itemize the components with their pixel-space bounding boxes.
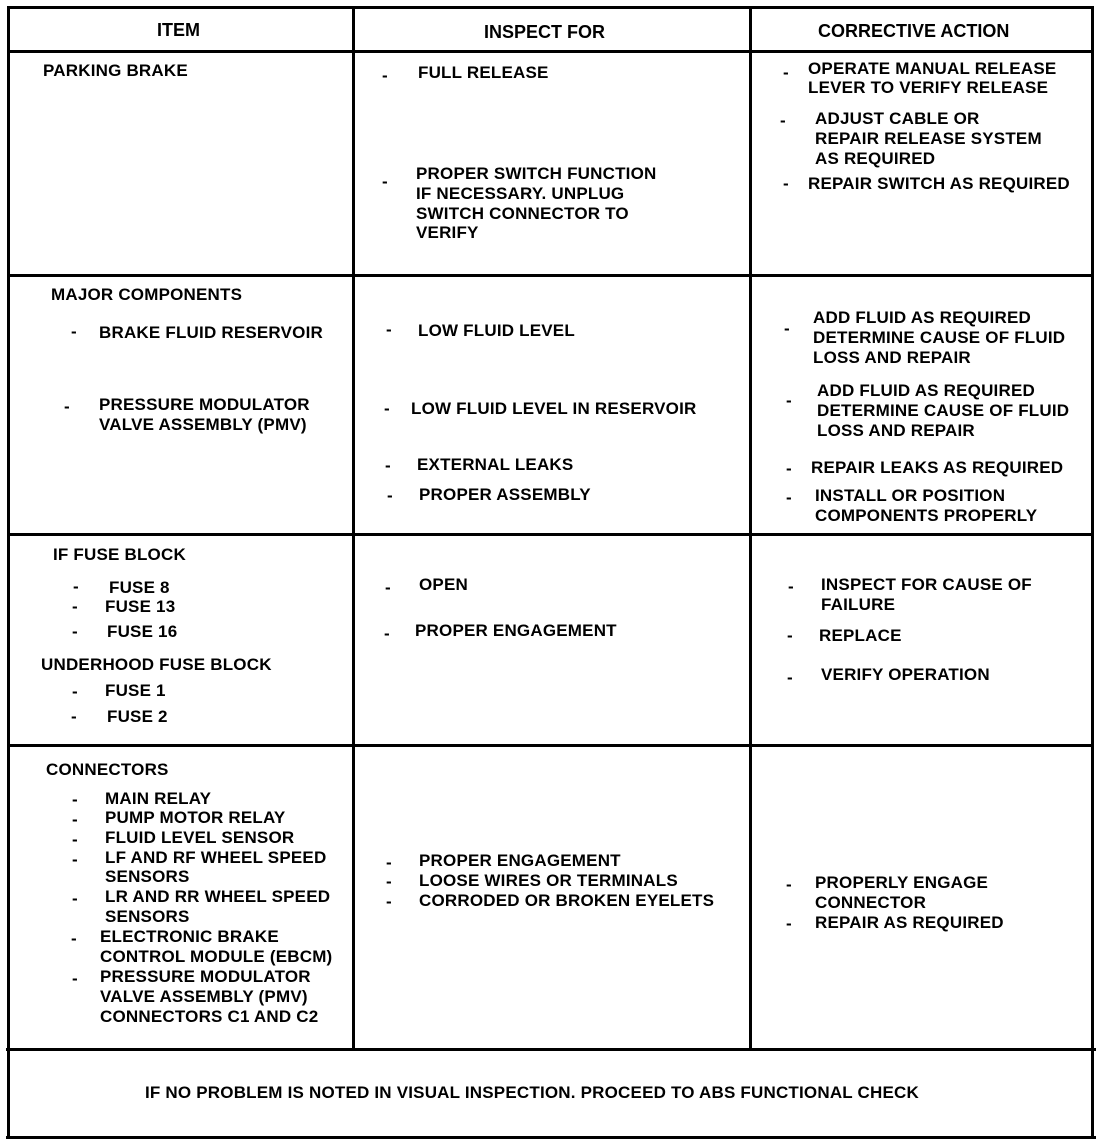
action-text: INSTALL OR POSITION	[815, 486, 1006, 505]
item-label: PARKING BRAKE	[43, 61, 188, 80]
column-divider	[352, 6, 355, 1051]
bullet: -	[71, 707, 77, 726]
action-text: ADD FLUID AS REQUIRED	[817, 381, 1035, 400]
table-border-right	[1091, 6, 1094, 1139]
item-sub: VALVE ASSEMBLY (PMV)	[100, 987, 308, 1006]
inspect-text: LOW FLUID LEVEL	[418, 321, 575, 340]
inspect-text: VERIFY	[416, 223, 479, 242]
item-sub: ELECTRONIC BRAKE	[100, 927, 279, 946]
bullet: -	[385, 456, 391, 475]
bullet: -	[783, 63, 789, 82]
item-sub: FUSE 13	[105, 597, 176, 616]
bullet: -	[788, 577, 794, 596]
action-text: REPAIR RELEASE SYSTEM	[815, 129, 1042, 148]
inspect-text: PROPER ASSEMBLY	[419, 485, 591, 504]
inspect-text: LOOSE WIRES OR TERMINALS	[419, 871, 678, 890]
bullet: -	[64, 397, 70, 416]
bullet: -	[787, 626, 793, 645]
bullet: -	[786, 459, 792, 478]
row-divider	[8, 744, 1094, 747]
inspect-text: PROPER ENGAGEMENT	[419, 851, 621, 870]
bullet: -	[786, 875, 792, 894]
item-heading: IF FUSE BLOCK	[53, 545, 186, 564]
action-text: INSPECT FOR CAUSE OF	[821, 575, 1032, 594]
bullet: -	[384, 399, 390, 418]
item-sub: PUMP MOTOR RELAY	[105, 808, 286, 827]
item-sub: FUSE 16	[107, 622, 178, 641]
bullet: -	[382, 66, 388, 85]
action-text: LOSS AND REPAIR	[817, 421, 975, 440]
item-heading: UNDERHOOD FUSE BLOCK	[41, 655, 272, 674]
bullet: -	[71, 322, 77, 341]
header-corrective-action: CORRECTIVE ACTION	[818, 21, 1010, 41]
header-item: ITEM	[157, 20, 200, 40]
item-sub: LF AND RF WHEEL SPEED	[105, 848, 327, 867]
action-text: REPAIR AS REQUIRED	[815, 913, 1004, 932]
action-text: VERIFY OPERATION	[821, 665, 990, 684]
action-text: PROPERLY ENGAGE	[815, 873, 989, 892]
bullet: -	[72, 850, 78, 869]
inspect-text: PROPER SWITCH FUNCTION	[416, 164, 657, 183]
bullet: -	[780, 111, 786, 130]
item-sub: FUSE 2	[107, 707, 168, 726]
action-text: ADD FLUID AS REQUIRED	[813, 308, 1031, 327]
inspect-text: FULL RELEASE	[418, 63, 549, 82]
action-text: ADJUST CABLE OR	[815, 109, 980, 128]
item-sub: CONNECTORS C1 AND C2	[100, 1007, 319, 1026]
item-sub: SENSORS	[105, 907, 190, 926]
action-text: AS REQUIRED	[815, 149, 936, 168]
action-text: LOSS AND REPAIR	[813, 348, 971, 367]
bullet: -	[387, 486, 393, 505]
item-sub: PRESSURE MODULATOR	[100, 967, 311, 986]
item-sub: FUSE 8	[109, 578, 170, 597]
action-text: CONNECTOR	[815, 893, 927, 912]
column-divider	[749, 6, 752, 1051]
item-sub: CONTROL MODULE (EBCM)	[100, 947, 333, 966]
bullet: -	[386, 320, 392, 339]
table-border-left	[7, 6, 10, 1139]
bullet: -	[786, 488, 792, 507]
item-sub: LR AND RR WHEEL SPEED	[105, 887, 331, 906]
bullet: -	[784, 319, 790, 338]
action-text: REPAIR SWITCH AS REQUIRED	[808, 174, 1070, 193]
item-sub: VALVE ASSEMBLY (PMV)	[99, 415, 307, 434]
row-divider	[8, 533, 1094, 536]
bullet: -	[72, 830, 78, 849]
bullet: -	[72, 810, 78, 829]
action-text: LEVER TO VERIFY RELEASE	[808, 78, 1049, 97]
bullet: -	[72, 790, 78, 809]
bullet: -	[386, 853, 392, 872]
row-divider	[6, 1048, 1096, 1051]
row-divider	[8, 274, 1094, 277]
inspect-text: CORRODED OR BROKEN EYELETS	[419, 891, 715, 910]
table-border-top	[8, 6, 1094, 9]
inspect-text: EXTERNAL LEAKS	[417, 455, 574, 474]
header-divider	[8, 50, 1094, 53]
item-sub: BRAKE FLUID RESERVOIR	[99, 323, 323, 342]
bullet: -	[382, 172, 388, 191]
bullet: -	[787, 668, 793, 687]
item-heading: MAJOR COMPONENTS	[51, 285, 243, 304]
action-text: OPERATE MANUAL RELEASE	[808, 59, 1057, 78]
action-text: COMPONENTS PROPERLY	[815, 506, 1038, 525]
bullet: -	[783, 174, 789, 193]
bullet: -	[72, 682, 78, 701]
footer-note: IF NO PROBLEM IS NOTED IN VISUAL INSPECTION. PROCEED TO ABS FUNCTIONAL CHECK	[145, 1083, 919, 1102]
item-sub: FLUID LEVEL SENSOR	[105, 828, 295, 847]
bullet: -	[72, 597, 78, 616]
header-inspect-for: INSPECT FOR	[484, 22, 606, 42]
inspect-text: OPEN	[419, 575, 468, 594]
item-sub: SENSORS	[105, 867, 190, 886]
bullet: -	[71, 929, 77, 948]
bullet: -	[384, 624, 390, 643]
bullet: -	[786, 391, 792, 410]
bullet: -	[386, 892, 392, 911]
action-text: FAILURE	[821, 595, 896, 614]
inspect-text: SWITCH CONNECTOR TO	[416, 204, 629, 223]
action-text: REPLACE	[819, 626, 902, 645]
bullet: -	[385, 578, 391, 597]
item-heading: CONNECTORS	[46, 760, 169, 779]
item-sub: FUSE 1	[105, 681, 166, 700]
inspect-text: LOW FLUID LEVEL IN RESERVOIR	[411, 399, 697, 418]
action-text: DETERMINE CAUSE OF FLUID	[813, 328, 1066, 347]
bullet: -	[72, 969, 78, 988]
table-border-bottom	[6, 1136, 1096, 1139]
bullet: -	[72, 622, 78, 641]
bullet: -	[72, 889, 78, 908]
inspect-text: IF NECESSARY. UNPLUG	[416, 184, 625, 203]
bullet: -	[73, 577, 79, 596]
bullet: -	[386, 872, 392, 891]
inspect-text: PROPER ENGAGEMENT	[415, 621, 617, 640]
bullet: -	[786, 914, 792, 933]
item-sub: MAIN RELAY	[105, 789, 212, 808]
item-sub: PRESSURE MODULATOR	[99, 395, 310, 414]
action-text: DETERMINE CAUSE OF FLUID	[817, 401, 1070, 420]
action-text: REPAIR LEAKS AS REQUIRED	[811, 458, 1064, 477]
